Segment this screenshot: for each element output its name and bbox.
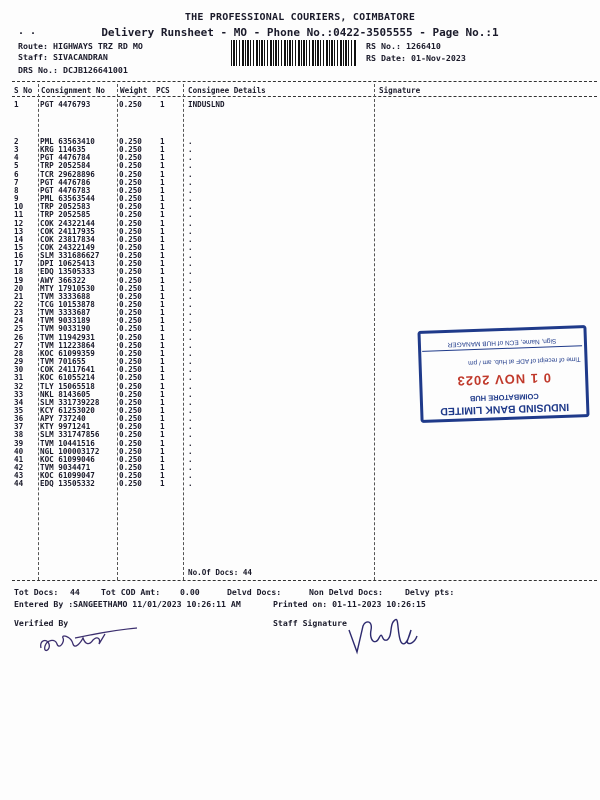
row-consignee: . <box>188 397 193 407</box>
row-pieces: 1 <box>160 430 165 440</box>
row-consignee: . <box>188 373 193 383</box>
row-weight: 0.250 <box>119 300 142 309</box>
row-consignment-number: KRG 114635 <box>40 145 86 155</box>
row-weight: 0.250 <box>119 153 142 163</box>
row-serial-number: 22 <box>14 300 24 309</box>
row-serial-number: 15 <box>14 242 24 252</box>
row-weight: 0.250 <box>119 446 142 456</box>
stamp-time-line: Time of receipt of ADF at Hub. am / pm <box>467 355 581 367</box>
row-pieces: 1 <box>160 242 165 252</box>
row-consignee: . <box>188 365 193 375</box>
staff-signature-label: Staff Signature <box>273 618 347 628</box>
row-consignee: . <box>188 242 193 252</box>
row-pieces: 1 <box>160 291 165 301</box>
row-weight: 0.250 <box>119 202 142 212</box>
row-weight: 0.250 <box>119 267 142 277</box>
row-serial-number: 20 <box>14 283 24 293</box>
row-serial-number: 2 <box>14 137 19 146</box>
row-consignee: . <box>188 202 193 212</box>
row-serial-number: 34 <box>14 397 24 407</box>
runsheet-title: Delivery Runsheet - MO - Phone No.:0422-3505555 - Page No.:1 <box>101 26 499 39</box>
row-pieces: 1 <box>160 414 165 424</box>
row-weight: 0.250 <box>119 438 142 448</box>
non-delvd-docs-label: Non Delvd Docs: <box>309 587 383 597</box>
row-consignee: . <box>188 145 193 155</box>
row-weight: 0.250 <box>119 389 142 399</box>
row-weight: 0.250 <box>119 137 142 146</box>
row-consignment-number: COK 24117641 <box>40 365 95 375</box>
row-serial-number: 8 <box>14 185 19 195</box>
row-pieces: 1 <box>160 210 165 220</box>
row-pieces: 1 <box>160 463 165 472</box>
row-consignment-number: TRP 2052584 <box>40 161 91 171</box>
row-weight: 0.250 <box>119 479 142 489</box>
row-serial-number: 19 <box>14 275 24 285</box>
row-consignment-number: KTY 9971241 <box>40 422 91 432</box>
row-serial-number: 38 <box>14 430 24 440</box>
row-pieces: 1 <box>160 389 165 399</box>
column-header-sno: S No <box>14 86 33 95</box>
row-weight: 0.250 <box>119 348 142 358</box>
row-pieces: 1 <box>160 308 165 318</box>
row-consignee: . <box>188 438 193 448</box>
row-serial-number: 27 <box>14 340 24 350</box>
row-consignee: . <box>188 218 193 228</box>
row-consignee: . <box>188 185 193 195</box>
row-pieces: 1 <box>160 259 165 269</box>
row-consignee: . <box>188 381 193 391</box>
row-consignment-number: TVM 9034471 <box>40 463 91 472</box>
row-pieces: 1 <box>160 161 165 171</box>
row-serial-number: 13 <box>14 226 24 236</box>
header-dots: . . <box>18 26 37 37</box>
row-consignment-number: KCY 61253020 <box>40 405 95 415</box>
row-pieces: 1 <box>160 234 165 244</box>
row-weight: 0.250 <box>119 291 142 301</box>
row-pieces: 1 <box>160 438 165 448</box>
row-pieces: 1 <box>160 267 165 277</box>
staff-signature <box>345 612 425 662</box>
delvd-docs-label: Delvd Docs: <box>227 587 282 597</box>
verified-by-signature <box>35 620 145 660</box>
row-consignment-number: COK 24322149 <box>40 242 95 252</box>
row-consignment-number: TRP 2052583 <box>40 202 91 212</box>
drs-number: DRS No.: DCJB126641001 <box>18 65 128 75</box>
row-consignee: . <box>188 161 193 171</box>
row-weight: 0.250 <box>119 463 142 472</box>
row-pieces: 1 <box>160 397 165 407</box>
row-weight: 0.250 <box>119 471 142 481</box>
tot-docs-label: Tot Docs: <box>14 587 59 597</box>
row-serial-number: 41 <box>14 454 24 464</box>
row-consignment-number: PGT 4476786 <box>40 177 91 187</box>
row-consignment-number: KOC 61099046 <box>40 454 95 464</box>
row-serial-number: 17 <box>14 259 24 269</box>
row-weight: 0.250 <box>119 185 142 195</box>
row-weight: 0.250 <box>119 194 142 204</box>
row-consignment-number: SLM 331747856 <box>40 430 100 440</box>
row-pieces: 1 <box>160 251 165 261</box>
row-consignee: . <box>188 446 193 456</box>
row-weight: 0.250 <box>119 251 142 261</box>
row-consignee: . <box>188 194 193 204</box>
row-consignment-number: AWY 366322 <box>40 275 86 285</box>
barcode <box>231 40 357 66</box>
row-consignment-number: TVM 9033190 <box>40 324 91 334</box>
row-consignee: . <box>188 479 193 489</box>
row-serial-number: 4 <box>14 153 19 163</box>
row-consignment-number: TVM 11942931 <box>40 332 95 342</box>
row-serial-number: 28 <box>14 348 24 358</box>
row-pieces: 1 <box>160 226 165 236</box>
row-serial-number: 6 <box>14 169 19 179</box>
row-pieces: 1 <box>160 153 165 163</box>
row-weight: 0.250 <box>119 275 142 285</box>
row-consignee: . <box>188 316 193 326</box>
row-weight: 0.250 <box>119 397 142 407</box>
row-pieces: 1 <box>160 194 165 204</box>
row-weight: 0.250 <box>119 373 142 383</box>
table-row <box>0 100 600 110</box>
row-weight: 0.250 <box>119 430 142 440</box>
stamp-bank-name: INDUSIND BANK LIMITED <box>440 400 570 418</box>
column-header-signature: Signature <box>379 86 421 95</box>
row-serial-number: 10 <box>14 202 24 212</box>
row-weight: 0.250 <box>119 454 142 464</box>
row-serial-number: 18 <box>14 267 24 277</box>
row-consignee: . <box>188 357 193 367</box>
row-serial-number: 24 <box>14 316 24 326</box>
row-consignee: . <box>188 259 193 269</box>
row-pieces: 1 <box>160 185 165 195</box>
row-serial-number: 39 <box>14 438 24 448</box>
row-consignment-number: TCR 29628896 <box>40 169 95 179</box>
row-consignment-number: PML 63563544 <box>40 194 95 204</box>
row-serial-number: 35 <box>14 405 24 415</box>
row-pieces: 1 <box>160 446 165 456</box>
row-pieces: 1 <box>160 218 165 228</box>
row-serial-number: 44 <box>14 479 24 489</box>
row-pieces: 1 <box>160 479 165 489</box>
row-serial-number: 26 <box>14 332 24 342</box>
row-consignee: . <box>188 153 193 163</box>
row-consignee: . <box>188 226 193 236</box>
table-bottom-rule <box>12 580 597 581</box>
row-consignee: . <box>188 137 193 146</box>
row-serial-number: 42 <box>14 463 24 472</box>
row-consignment-number: TVM 3333687 <box>40 308 91 318</box>
row-consignment-number: PGT 4476793 <box>40 100 91 109</box>
row-pieces: 1 <box>160 324 165 334</box>
row-serial-number: 25 <box>14 324 24 334</box>
row-pieces: 1 <box>160 471 165 481</box>
row-weight: 0.250 <box>119 210 142 220</box>
entered-by: Entered By :SANGEETHAMO 11/01/2023 10:26:11 AM <box>14 599 241 609</box>
row-consignment-number: NGL 100003172 <box>40 446 100 456</box>
row-consignee: . <box>188 454 193 464</box>
row-pieces: 1 <box>160 275 165 285</box>
row-weight: 0.250 <box>119 324 142 334</box>
tot-cod-value: 0.00 <box>180 587 200 597</box>
row-weight: 0.250 <box>119 234 142 244</box>
row-pieces: 1 <box>160 348 165 358</box>
row-consignment-number: TVM 701655 <box>40 357 86 367</box>
column-header-consignee: Consignee Details <box>188 86 266 95</box>
stamp-date: 0 1 NOV 2023 <box>456 370 552 389</box>
row-consignee: . <box>188 283 193 293</box>
table-header-rule <box>12 96 597 97</box>
row-weight: 0.250 <box>119 308 142 318</box>
row-serial-number: 30 <box>14 365 24 375</box>
row-consignment-number: SLM 331739228 <box>40 397 100 407</box>
row-pieces: 1 <box>160 100 165 109</box>
row-serial-number: 16 <box>14 251 24 261</box>
row-consignee: . <box>188 422 193 432</box>
row-pieces: 1 <box>160 373 165 383</box>
row-consignment-number: EDQ 13505332 <box>40 479 95 489</box>
row-pieces: 1 <box>160 357 165 367</box>
row-serial-number: 11 <box>14 210 24 220</box>
row-weight: 0.250 <box>119 226 142 236</box>
row-consignment-number: TVM 3333688 <box>40 291 91 301</box>
row-consignee: . <box>188 332 193 342</box>
table-row <box>0 479 600 489</box>
row-consignee: . <box>188 340 193 350</box>
row-serial-number: 14 <box>14 234 24 244</box>
row-weight: 0.250 <box>119 242 142 252</box>
row-consignee: . <box>188 324 193 334</box>
delvy-pts-label: Delvy pts: <box>405 587 455 597</box>
row-pieces: 1 <box>160 422 165 432</box>
row-consignee: . <box>188 210 193 220</box>
row-pieces: 1 <box>160 340 165 350</box>
route-label: Route: HIGHWAYS TRZ RD MO <box>18 41 143 51</box>
row-consignee: . <box>188 275 193 285</box>
row-serial-number: 23 <box>14 308 24 318</box>
row-consignee: . <box>188 405 193 415</box>
row-serial-number: 37 <box>14 422 24 432</box>
row-weight: 0.250 <box>119 169 142 179</box>
row-pieces: 1 <box>160 300 165 309</box>
row-serial-number: 33 <box>14 389 24 399</box>
row-pieces: 1 <box>160 145 165 155</box>
row-serial-number: 1 <box>14 100 19 109</box>
row-consignment-number: NKL 8143605 <box>40 389 91 399</box>
row-consignment-number: KOC 61099047 <box>40 471 95 481</box>
row-serial-number: 29 <box>14 357 24 367</box>
row-pieces: 1 <box>160 169 165 179</box>
row-weight: 0.250 <box>119 381 142 391</box>
staff-label: Staff: SIVACANDRAN <box>18 52 108 62</box>
company-name: THE PROFESSIONAL COURIERS, COIMBATORE <box>184 12 416 23</box>
bank-receipt-stamp <box>417 325 589 423</box>
row-consignment-number: TLY 15065518 <box>40 381 95 391</box>
row-consignee: . <box>188 389 193 399</box>
printed-on: Printed on: 01-11-2023 10:26:15 <box>273 599 426 609</box>
row-consignee: . <box>188 300 193 309</box>
row-consignment-number: KOC 61055214 <box>40 373 95 383</box>
row-weight: 0.250 <box>119 340 142 350</box>
row-pieces: 1 <box>160 316 165 326</box>
row-consignee: . <box>188 177 193 187</box>
row-consignment-number: COK 24322144 <box>40 218 95 228</box>
row-consignee: . <box>188 267 193 277</box>
row-serial-number: 7 <box>14 177 19 187</box>
row-consignment-number: TVM 10441516 <box>40 438 95 448</box>
row-consignee: . <box>188 234 193 244</box>
row-consignee: . <box>188 169 193 179</box>
row-pieces: 1 <box>160 202 165 212</box>
verified-by-label: Verified By <box>14 618 69 628</box>
row-weight: 0.250 <box>119 316 142 326</box>
row-consignee: . <box>188 251 193 261</box>
row-serial-number: 32 <box>14 381 24 391</box>
row-consignment-number: SLM 331686627 <box>40 251 100 261</box>
row-pieces: 1 <box>160 283 165 293</box>
table-top-rule <box>12 81 597 82</box>
row-consignee: . <box>188 291 193 301</box>
row-serial-number: 43 <box>14 471 24 481</box>
row-consignee: . <box>188 348 193 358</box>
row-consignment-number: PML 63563410 <box>40 137 95 146</box>
row-weight: 0.250 <box>119 218 142 228</box>
rs-date: RS Date: 01-Nov-2023 <box>366 53 466 63</box>
stamp-hub-name: COIMBATORE HUB <box>469 391 539 404</box>
row-pieces: 1 <box>160 137 165 146</box>
row-consignment-number: TVM 11223864 <box>40 340 95 350</box>
row-weight: 0.250 <box>119 161 142 171</box>
row-consignee: . <box>188 414 193 424</box>
row-consignment-number: KOC 61099359 <box>40 348 95 358</box>
row-consignment-number: TVM 9033189 <box>40 316 91 326</box>
row-pieces: 1 <box>160 381 165 391</box>
row-consignment-number: PGT 4476784 <box>40 153 91 163</box>
row-serial-number: 9 <box>14 194 19 204</box>
row-consignment-number: TCG 10153878 <box>40 300 95 309</box>
row-consignment-number: EDQ 13505333 <box>40 267 95 277</box>
tot-cod-label: Tot COD Amt: <box>101 587 161 597</box>
row-consignment-number: APY 737240 <box>40 414 86 424</box>
row-consignment-number: DPI 10625413 <box>40 259 95 269</box>
row-weight: 0.250 <box>119 405 142 415</box>
row-pieces: 1 <box>160 405 165 415</box>
row-weight: 0.250 <box>119 100 142 109</box>
row-weight: 0.250 <box>119 145 142 155</box>
row-weight: 0.250 <box>119 365 142 375</box>
row-weight: 0.250 <box>119 283 142 293</box>
row-pieces: 1 <box>160 454 165 464</box>
row-consignee: . <box>188 430 193 440</box>
stamp-sign-line: Sign, Name, ECN of HUB MANAGER <box>422 336 582 352</box>
row-pieces: 1 <box>160 177 165 187</box>
row-weight: 0.250 <box>119 414 142 424</box>
row-weight: 0.250 <box>119 332 142 342</box>
row-serial-number: 40 <box>14 446 24 456</box>
row-pieces: 1 <box>160 365 165 375</box>
row-consignment-number: COK 23817834 <box>40 234 95 244</box>
row-weight: 0.250 <box>119 177 142 187</box>
rs-number: RS No.: 1266410 <box>366 41 441 51</box>
tot-docs-value: 44 <box>70 587 80 597</box>
row-serial-number: 36 <box>14 414 24 424</box>
row-serial-number: 31 <box>14 373 24 383</box>
row-consignee: . <box>188 463 193 472</box>
row-consignment-number: MTY 17910530 <box>40 283 95 293</box>
row-consignee: . <box>188 471 193 481</box>
row-serial-number: 3 <box>14 145 19 155</box>
row-consignment-number: PGT 4476783 <box>40 185 91 195</box>
row-serial-number: 5 <box>14 161 19 171</box>
row-consignment-number: TRP 2052585 <box>40 210 91 220</box>
column-header-consignment: Consignment No <box>41 86 106 95</box>
row-consignee: INDUSLND <box>188 100 225 109</box>
row-serial-number: 21 <box>14 291 24 301</box>
row-pieces: 1 <box>160 332 165 342</box>
row-weight: 0.250 <box>119 357 142 367</box>
row-consignment-number: COK 24117935 <box>40 226 95 236</box>
row-weight: 0.250 <box>119 422 142 432</box>
row-serial-number: 12 <box>14 218 24 228</box>
column-header-weight: Weight <box>120 86 148 95</box>
no-of-docs: No.Of Docs: 44 <box>188 568 253 577</box>
row-weight: 0.250 <box>119 259 142 269</box>
row-consignee: . <box>188 308 193 318</box>
column-header-pcs: PCS <box>156 86 170 95</box>
